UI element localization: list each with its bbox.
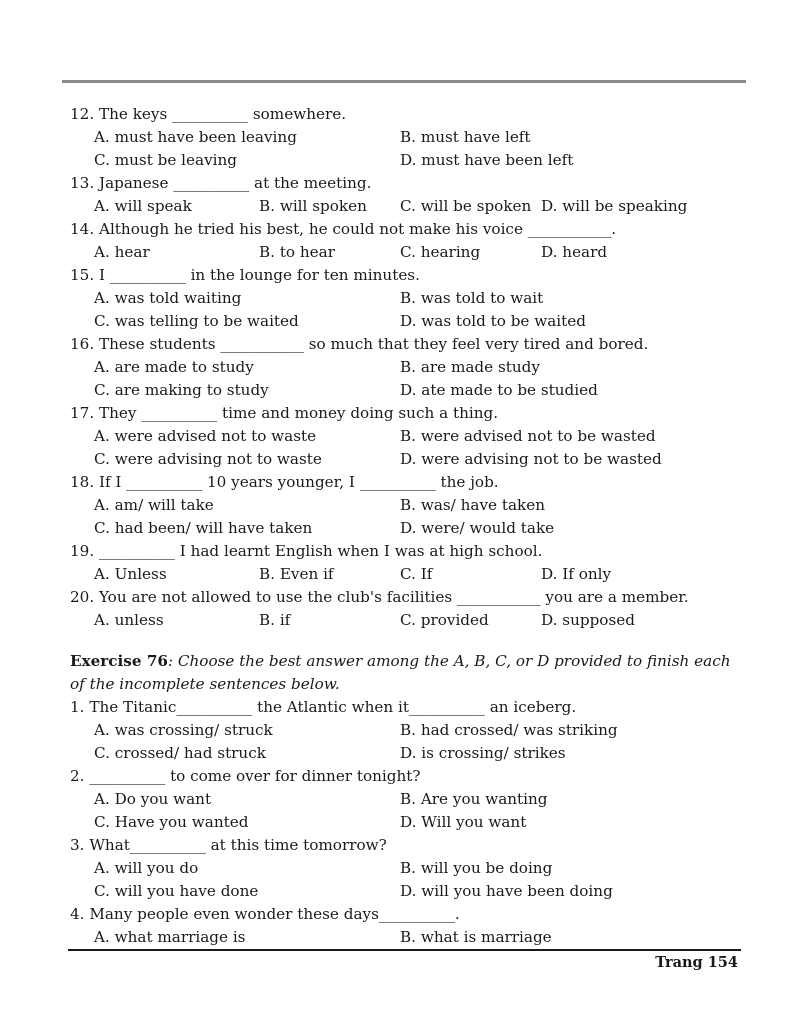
answer-options-row (70, 880, 750, 903)
answer-option[interactable]: B. if (259, 611, 291, 629)
answer-option[interactable]: C. If (400, 565, 433, 583)
question-text: 2. __________ to come over for dinner tonight? (70, 767, 421, 785)
answer-option[interactable]: C. will you have done (94, 882, 259, 900)
answer-option[interactable]: B. what is marriage (400, 928, 552, 946)
answer-options-row (70, 310, 750, 333)
answer-option[interactable]: C. crossed/ had struck (94, 744, 266, 762)
answer-options-row (70, 241, 750, 264)
answer-option[interactable]: C. will be spoken (400, 197, 532, 215)
answer-options-row (70, 287, 750, 310)
answer-option[interactable]: D. will you have been doing (400, 882, 613, 900)
answer-option[interactable]: A. am/ will take (94, 496, 214, 514)
exercise-title: Exercise 76 (70, 652, 168, 670)
question-text: 17. They __________ time and money doing such a thing. (70, 404, 499, 422)
answer-option[interactable]: A. will you do (94, 859, 199, 877)
question-text: 1. The Titanic__________ the Atlantic when it__________ an iceberg. (70, 698, 577, 716)
answer-option[interactable]: A. will speak (94, 197, 192, 215)
question-text: 20. You are not allowed to use the club's facilities ___________ you are a member. (70, 588, 689, 606)
question-text: 19. __________ I had learnt English when I was at high school. (70, 542, 543, 560)
exercise-heading (70, 650, 750, 696)
answer-option[interactable]: C. Have you wanted (94, 813, 249, 831)
answer-options-row (70, 811, 750, 834)
answer-option[interactable]: D. supposed (541, 611, 635, 629)
answer-option[interactable]: D. heard (541, 243, 608, 261)
answer-option[interactable]: B. Even if (259, 565, 334, 583)
answer-option[interactable]: D. will be speaking (541, 197, 688, 215)
question-text: 18. If I __________ 10 years younger, I __________ the job. (70, 473, 499, 491)
answer-option[interactable]: C. was telling to be waited (94, 312, 299, 330)
question-text: 14. Although he tried his best, he could not make his voice ___________. (70, 220, 617, 238)
answer-option[interactable]: B. had crossed/ was striking (400, 721, 618, 739)
answer-option[interactable]: D. must have been left (400, 151, 574, 169)
question-text: 15. I __________ in the lounge for ten minutes. (70, 266, 420, 284)
answer-options-row (70, 126, 750, 149)
answer-option[interactable]: C. hearing (400, 243, 481, 261)
question-text: 13. Japanese __________ at the meeting. (70, 174, 372, 192)
answer-option[interactable]: C. must be leaving (94, 151, 238, 169)
bottom-divider (68, 949, 741, 951)
answer-options-row (70, 788, 750, 811)
answer-option[interactable]: A. was crossing/ struck (94, 721, 273, 739)
question-text: 16. These students ___________ so much that they feel very tired and bored. (70, 335, 649, 353)
answer-options-row (70, 494, 750, 517)
answer-option[interactable]: A. are made to study (94, 358, 254, 376)
answer-option[interactable]: D. If only (541, 565, 612, 583)
answer-options-row (70, 149, 750, 172)
answer-options-row (70, 926, 750, 949)
answer-options-row (70, 517, 750, 540)
answer-option[interactable]: D. is crossing/ strikes (400, 744, 566, 762)
question-text: 12. The keys __________ somewhere. (70, 105, 347, 123)
answer-option[interactable]: A. was told waiting (94, 289, 242, 307)
answer-option[interactable]: A. must have been leaving (94, 128, 297, 146)
answer-options-row (70, 448, 750, 471)
answer-option[interactable]: B. Are you wanting (400, 790, 548, 808)
answer-options-row (70, 563, 750, 586)
answer-option[interactable]: B. to hear (259, 243, 335, 261)
answer-option[interactable]: D. were/ would take (400, 519, 555, 537)
answer-options-row (70, 425, 750, 448)
answer-options-row (70, 857, 750, 880)
page-number: Trang 154 (655, 954, 738, 971)
page-content (70, 103, 750, 949)
answer-options-row (70, 609, 750, 632)
answer-option[interactable]: C. were advising not to waste (94, 450, 322, 468)
top-divider (62, 80, 746, 83)
answer-option[interactable]: B. will spoken (259, 197, 367, 215)
answer-option[interactable]: A. Unless (94, 565, 167, 583)
exercise-instruction: Choose the best answer among the A, B, C, or D provided to finish each of the incomplete sentences below. (70, 652, 731, 693)
question-list-2 (70, 696, 750, 949)
answer-options-row (70, 719, 750, 742)
exercise-colon: : (167, 652, 178, 670)
answer-option[interactable]: B. was told to wait (400, 289, 544, 307)
answer-option[interactable]: C. are making to study (94, 381, 269, 399)
answer-option[interactable]: B. must have left (400, 128, 531, 146)
answer-option[interactable]: B. were advised not to be wasted (400, 427, 656, 445)
answer-option[interactable]: A. unless (94, 611, 164, 629)
answer-options-row (70, 195, 750, 218)
answer-option[interactable]: A. hear (94, 243, 150, 261)
answer-option[interactable]: A. were advised not to waste (94, 427, 317, 445)
answer-option[interactable]: D. were advising not to be wasted (400, 450, 662, 468)
answer-option[interactable]: C. provided (400, 611, 489, 629)
answer-option[interactable]: A. Do you want (94, 790, 212, 808)
answer-options-row (70, 356, 750, 379)
question-text: 4. Many people even wonder these days__________. (70, 905, 460, 923)
answer-options-row (70, 742, 750, 765)
question-text: 3. What__________ at this time tomorrow? (70, 836, 387, 854)
answer-option[interactable]: D. Will you want (400, 813, 527, 831)
answer-option[interactable]: C. had been/ will have taken (94, 519, 313, 537)
answer-option[interactable]: B. are made study (400, 358, 540, 376)
answer-option[interactable]: B. will you be doing (400, 859, 553, 877)
answer-options-row (70, 379, 750, 402)
answer-option[interactable]: D. was told to be waited (400, 312, 586, 330)
answer-option[interactable]: A. what marriage is (94, 928, 246, 946)
answer-option[interactable]: D. ate made to be studied (400, 381, 598, 399)
answer-option[interactable]: B. was/ have taken (400, 496, 545, 514)
question-list-1 (70, 103, 750, 632)
